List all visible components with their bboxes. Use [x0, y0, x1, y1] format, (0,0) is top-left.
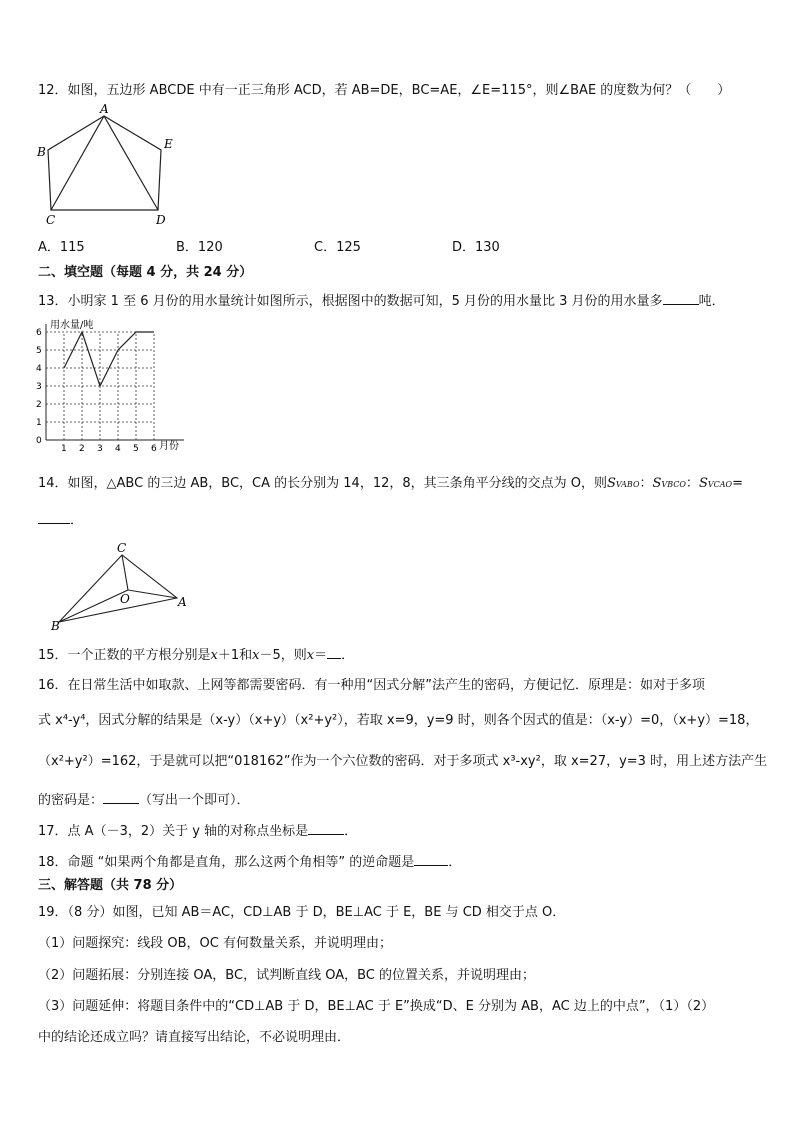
q19-part3b: 中的结论还成立吗？请直接写出结论，不必说明理由． [38, 1030, 351, 1045]
q13-ytick-label: 5 [36, 346, 42, 356]
q12-option-c: C．125 [314, 240, 361, 255]
q19-part3a: （3）问题延伸：将题目条件中的“CD⊥AB 于 D，BE⊥AC 于 E”换成“D、E 分别为 AB，AC 边上的中点”，（1）（2） [38, 999, 715, 1014]
q14-equals: = [732, 476, 743, 491]
q14-sub1: VABO [615, 480, 640, 489]
section2-heading: 二、填空题（每题 4 分，共 24 分） [38, 265, 253, 280]
q16-line4a: 的密码是： [38, 793, 104, 808]
q14-blank [38, 511, 70, 524]
q12-option-a: A．115 [38, 240, 85, 255]
q13-ytick-label: 3 [36, 382, 42, 392]
q14-stem-text: 14．如图，△ABC 的三边 AB，BC，CA 的长分别为 14，12，8，其三条角平分线的交点为 O，则 [38, 476, 607, 491]
q14-s1: S [607, 476, 616, 491]
q18-stem [38, 853, 461, 871]
q13-water-usage-chart [30, 318, 200, 458]
q13-xlabel: 月份 [159, 441, 179, 452]
q12-pentagon-figure [34, 104, 184, 228]
q15-tail: ． [341, 648, 355, 663]
q14-colon2: ： [685, 476, 699, 491]
q15-x3: x [306, 648, 315, 663]
q13-stem [38, 292, 725, 310]
q13-ytick-label: 4 [36, 364, 42, 374]
q14-s2: S [652, 476, 662, 491]
q12-option-b: B．120 [176, 240, 223, 255]
q12-label-a: A [100, 104, 109, 116]
q13-ytick-label: 2 [36, 400, 42, 410]
q15-x1: x [210, 648, 218, 663]
q17-blank [308, 822, 344, 835]
q15-x3b: ＝ [314, 648, 328, 663]
q13-ylabel: 用水量/吨 [50, 320, 94, 331]
q13-ytick-label: 0 [36, 436, 42, 446]
q16-blank [103, 791, 139, 804]
q12-label-d: D [156, 213, 166, 227]
q13-ytick-label: 6 [36, 328, 42, 338]
q15-x1b: ＋1和 [217, 648, 253, 663]
q13-stem-b: 吨． [698, 294, 725, 309]
q13-xtick-label: 2 [79, 444, 85, 454]
q14-label-b: B [51, 619, 60, 633]
q19-stem: 19．（8 分）如图，已知 AB＝AC，CD⊥AB 于 D，BE⊥AC 于 E，BE 与 CD 相交于点 O． [38, 905, 566, 920]
q13-xtick-label: 5 [133, 444, 139, 454]
q13-xtick-label: 4 [115, 444, 121, 454]
q18-a: 18．命题 “如果两个角都是直角，那么这两个角相等” 的逆命题是 [38, 855, 415, 870]
q17-a: 17．点 A（－3，2）关于 y 轴的对称点坐标是 [38, 824, 309, 839]
q13-xtick-label: 6 [151, 444, 157, 454]
q15-blank [327, 646, 341, 659]
q15-x2: x [252, 648, 260, 663]
q16-line2: 式 x⁴-y⁴，因式分解的结果是（x-y）（x+y）（x²+y²），若取 x=9，y=9 时，则各个因式的值是：（x-y）=0，（x+y）=18， [38, 713, 759, 728]
q14-s3: S [698, 476, 708, 491]
q16-line4 [38, 791, 250, 809]
q15-x2b: －5，则 [259, 648, 307, 663]
q14-answer-line [38, 511, 83, 529]
q19-part1: （1）问题探究：线段 OB，OC 有何数量关系，并说明理由； [38, 936, 392, 951]
q14-tail: ． [70, 513, 84, 528]
q12-label-b: B [37, 145, 46, 159]
q14-label-a: A [178, 595, 187, 609]
q16-line4b: （写出一个即可）． [139, 793, 250, 808]
q13-xtick-label: 1 [61, 444, 67, 454]
q13-stem-a: 13．小明家 1 至 6 月份的用水量统计如图所示，根据图中的数据可知，5 月份的用水量比 3 月份的用水量多 [38, 294, 663, 309]
q14-label-o: O [120, 592, 130, 606]
q12-option-d: D．130 [452, 240, 500, 255]
q14-sub3: VCAO [707, 480, 733, 489]
q13-blank [663, 292, 699, 305]
q14-label-c: C [117, 541, 127, 555]
q16-line1: 16．在日常生活中如取款、上网等都需要密码．有一种用“因式分解”法产生的密码，方便记忆．原理是：如对于多项 [38, 678, 706, 693]
q13-ytick-label: 1 [36, 418, 42, 428]
q12-label-c: C [46, 213, 56, 227]
q14-stem [38, 476, 743, 493]
q18-b: ． [448, 855, 462, 870]
section3-heading: 三、解答题（共 78 分） [38, 878, 183, 893]
q16-line3: （x²+y²）=162，于是就可以把“018162”作为一个六位数的密码．对于多项式 x³-xy²，取 x=27，y=3 时，用上述方法产生 [38, 754, 768, 769]
q14-sub2: VBCO [661, 480, 686, 489]
q18-blank [414, 853, 448, 866]
q15-a: 15．一个正数的平方根分别是 [38, 648, 211, 663]
q17-stem [38, 822, 357, 840]
q19-part2: （2）问题拓展：分别连接 OA，BC，试判断直线 OA，BC 的位置关系，并说明理由； [38, 968, 535, 983]
q14-colon1: ： [639, 476, 653, 491]
q12-label-e: E [164, 137, 173, 151]
q14-triangle-figure [46, 540, 206, 634]
q13-usage-line [64, 332, 154, 386]
q12-stem: 12．如图，五边形 ABCDE 中有一正三角形 ACD，若 AB=DE，BC=AE，∠E=115°，则∠BAE 的度数为何？（ ） [38, 83, 731, 98]
q15-stem [38, 646, 354, 664]
q17-b: ． [344, 824, 358, 839]
q13-xtick-label: 3 [97, 444, 103, 454]
